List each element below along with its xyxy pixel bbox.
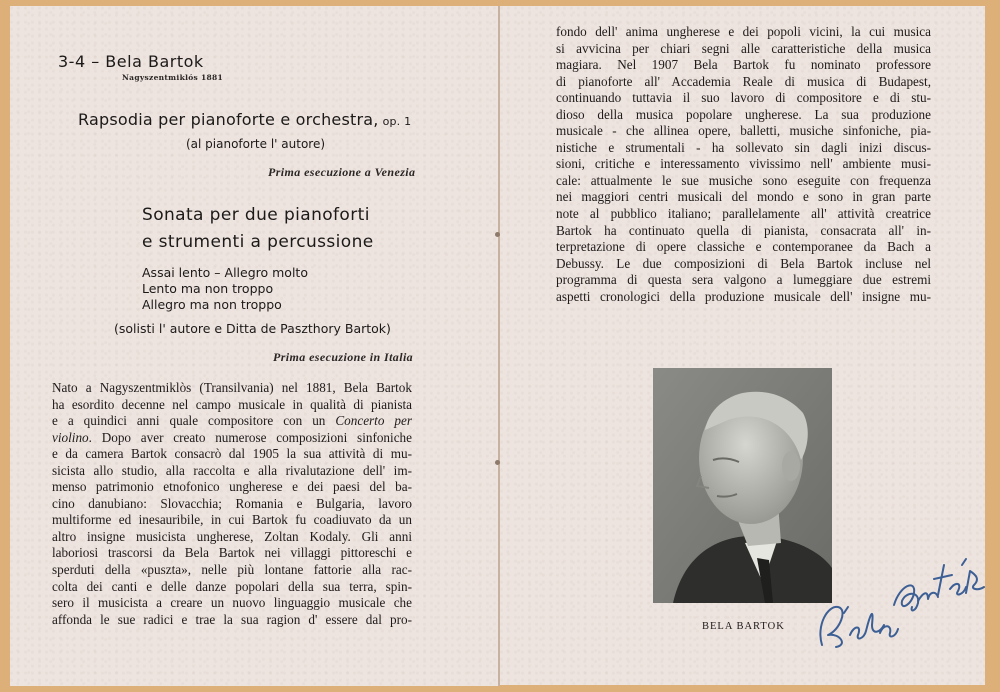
text-line: terpretazione di opere classiche e contemporanee da Bach a	[556, 239, 931, 255]
text-line: sperduti della «puszta», nelle più lontane fattorie alla rac-	[52, 562, 412, 578]
portrait-photo	[653, 368, 832, 603]
text-line: Bartok ha continuato quella di pianista, consacrata all' in-	[556, 222, 931, 238]
text-line: note al pubblico italiano; parallelamente all' attività creatrice	[556, 206, 931, 222]
movement: Assai lento – Allegro molto	[142, 265, 308, 280]
text-line: affonda le sue radici e trae la sua ragion d' essere dal pro-	[52, 611, 412, 627]
text-line: laboriosi trascorsi da Bela Bartok nei villaggi pittoreschi e	[52, 545, 412, 561]
text-line: colta dei canti e delle danze popolari della sua terra, spin-	[52, 578, 412, 594]
work-2-premiere: Prima esecuzione in Italia	[273, 350, 414, 364]
biography-text-right	[556, 24, 931, 305]
work-2-soloists: (solisti l' autore e Ditta de Paszthory Bartok)	[114, 321, 391, 336]
text-line: e da camera Bartok consacrò dal 1905 la sua attività di mu-	[52, 446, 412, 462]
program-number-composer: 3-4 – Bela Bartok	[58, 52, 204, 71]
text-line: altro insigne musicista ungherese, Zoltan Kodaly. Gli anni	[52, 528, 412, 544]
biography-text-left	[52, 380, 412, 628]
photo-caption: BELA BARTOK	[702, 621, 785, 632]
text-line: si avvicina per chiari segni alle caratteristiche della musica	[556, 40, 931, 56]
work-1-title-text: Rapsodia per pianoforte e orchestra,	[78, 110, 379, 129]
text-line: cino danubiano: Slovacchia; Romania e Bulgaria, lavoro	[52, 495, 412, 511]
text-line: violino. Dopo aver creato numerose composizioni sinfoniche	[52, 429, 412, 445]
text-line: e a quindici anni quale compositore con un Concerto per	[52, 413, 412, 429]
movement: Lento ma non troppo	[142, 281, 274, 296]
work-1-title	[78, 110, 411, 129]
text-line: aspetti cronologici della produzione musicale dell' insigne mu-	[556, 288, 931, 304]
text-line: Nato a Nagyszentmiklòs (Transilvania) nel 1881, Bela Bartok	[52, 380, 412, 395]
text-line: dioso della musica popolare ungherese. La sua produzione	[556, 106, 931, 122]
text-line: sero il musicista a creare un nuovo linguaggio musicale che	[52, 595, 412, 611]
portrait-image	[653, 368, 832, 603]
text-line: continuando tuttavia il suo lavoro di compositore e di stu-	[556, 90, 931, 106]
text-line: nei maggiori centri musicali del mondo e sono in gran parte	[556, 189, 931, 205]
text-line: magiara. Nel 1907 Bela Bartok fu nominato professore	[556, 57, 931, 73]
text-line: fondo dell' anima ungherese e dei popoli vicini, la cui musica	[556, 24, 931, 39]
staple-mark	[495, 232, 500, 237]
composer-birthplace: Nagyszentmiklós 1881	[122, 73, 224, 82]
text-line: programma di questa sera valgono a lumeggiare due estremi	[556, 272, 931, 288]
text-line: multiforme ed inesauribile, in cui Bartok fu coadiuvato da un	[52, 512, 412, 528]
page-gutter	[498, 6, 500, 686]
work-2-title	[142, 202, 374, 256]
work-1-premiere: Prima esecuzione a Venezia	[268, 165, 416, 179]
autograph-signature	[810, 495, 985, 655]
work-1-opus: op. 1	[382, 115, 412, 128]
text-line: Debussy. Le due composizioni di Bela Bartok incluse nel	[556, 255, 931, 271]
text-line: menso patrimonio etnofonico ungherese e dei paesi del ba-	[52, 479, 412, 495]
text-line: di pianoforte all' Accademia Reale di musica di Budapest,	[556, 73, 931, 89]
work-2-title-line: e strumenti a percussione	[142, 232, 374, 252]
text-line: ha esordito decenne nel campo musicale in qualità di pianista	[52, 396, 412, 412]
text-line: musicale - che allinea opere, balletti, musiche sinfoniche, pia-	[556, 123, 931, 139]
text-line: cale: attualmente le sue musiche sono eseguite con frequenza	[556, 172, 931, 188]
text-line: sicista allo studio, alla raccolta e alla rivalutazione dell' im-	[52, 462, 412, 478]
movement: Allegro ma non troppo	[142, 297, 282, 312]
text-line: nistiche e strumentali - ha sollevato sin dagli inizi discus-	[556, 139, 931, 155]
work-2-movements	[142, 265, 308, 313]
work-1-performer-note: (al pianoforte l' autore)	[186, 137, 326, 151]
staple-mark	[495, 460, 500, 465]
text-line: sioni, critiche e interessamento vivissimo nell' ambiente musi-	[556, 156, 931, 172]
work-2-title-line: Sonata per due pianoforti	[142, 205, 370, 225]
